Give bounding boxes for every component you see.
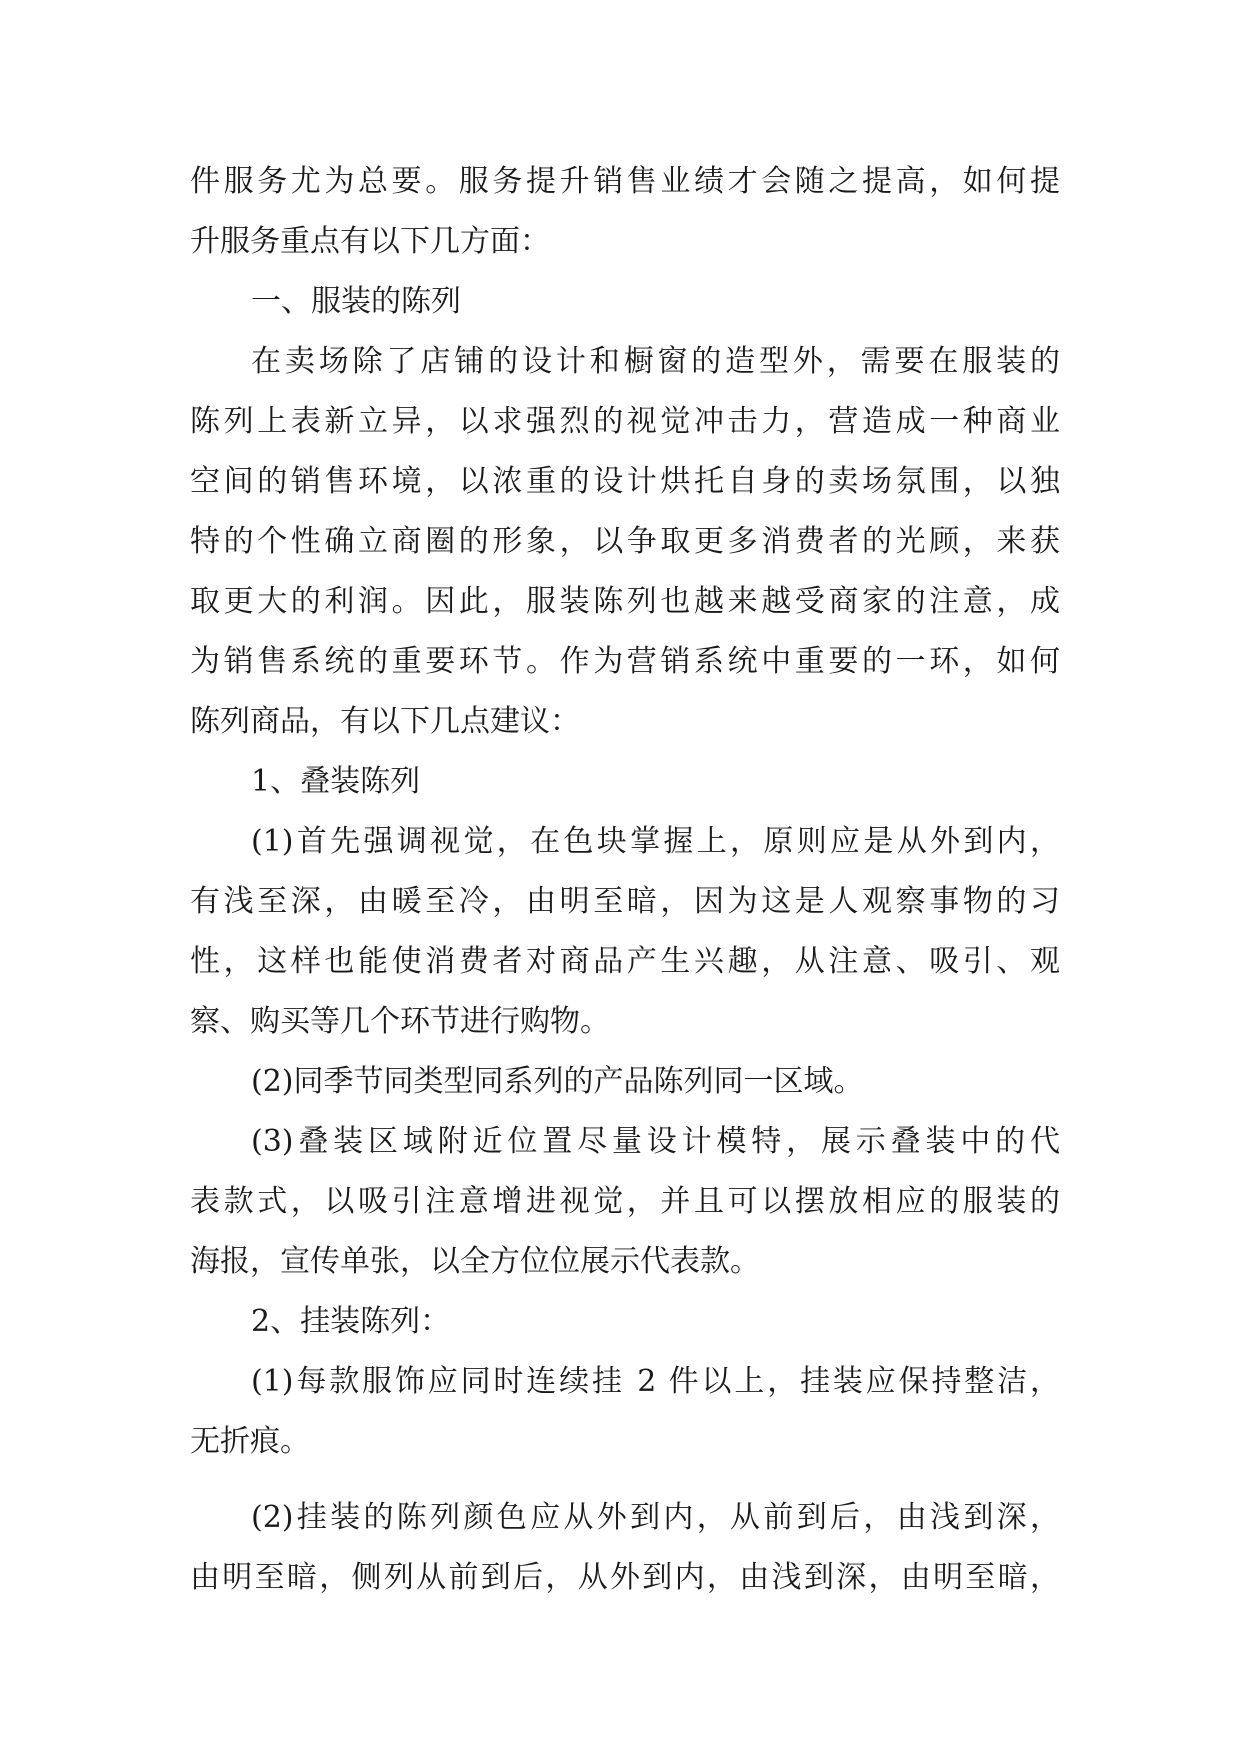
- text-line: 升服务重点有以下几方面：: [190, 224, 550, 259]
- text-line: 陈列上表新立异，以求强烈的视觉冲击力，营造成一种商业: [190, 404, 1060, 439]
- text-line: 陈列商品，有以下几点建议：: [190, 704, 580, 739]
- subsection-heading: 2、挂装陈列：: [251, 1304, 451, 1339]
- text-line: 为销售系统的重要环节。作为营销系统中重要的一环，如何: [190, 644, 1060, 679]
- text-line: 在卖场除了店铺的设计和橱窗的造型外，需要在服装的: [251, 344, 1060, 379]
- text-line: (1)首先强调视觉，在色块掌握上，原则应是从外到内，: [251, 824, 1060, 859]
- text-line: 空间的销售环境，以浓重的设计烘托自身的卖场氛围，以独: [190, 464, 1060, 499]
- text-line: 特的个性确立商圈的形象，以争取更多消费者的光顾，来获: [190, 524, 1060, 559]
- text-line: 无折痕。: [190, 1424, 310, 1459]
- text-line: 由明至暗，侧列从前到后，从外到内，由浅到深，由明至暗，: [190, 1560, 1060, 1595]
- section-heading: 一、服装的陈列: [251, 284, 461, 319]
- text-line: (1)每款服饰应同时连续挂 2 件以上，挂装应保持整洁，: [251, 1364, 1060, 1399]
- text-line: 件服务尤为总要。服务提升销售业绩才会随之提高，如何提: [190, 164, 1060, 199]
- text-line: (2)同季节同类型同系列的产品陈列同一区域。: [251, 1064, 864, 1099]
- text-line: 有浅至深，由暖至冷，由明至暗，因为这是人观察事物的习: [190, 884, 1060, 919]
- subsection-heading: 1、叠装陈列: [251, 764, 421, 799]
- text-line: 性，这样也能使消费者对商品产生兴趣，从注意、吸引、观: [190, 944, 1060, 979]
- text-line: (3)叠装区域附近位置尽量设计模特，展示叠装中的代: [251, 1124, 1060, 1159]
- text-line: (2)挂装的陈列颜色应从外到内，从前到后，由浅到深，: [251, 1500, 1060, 1535]
- text-line: 察、购买等几个环节进行购物。: [190, 1004, 610, 1039]
- text-line: 取更大的利润。因此，服装陈列也越来越受商家的注意，成: [190, 584, 1060, 619]
- text-line: 海报，宣传单张，以全方位位展示代表款。: [190, 1244, 760, 1279]
- text-line: 表款式，以吸引注意增进视觉，并且可以摆放相应的服装的: [190, 1184, 1060, 1219]
